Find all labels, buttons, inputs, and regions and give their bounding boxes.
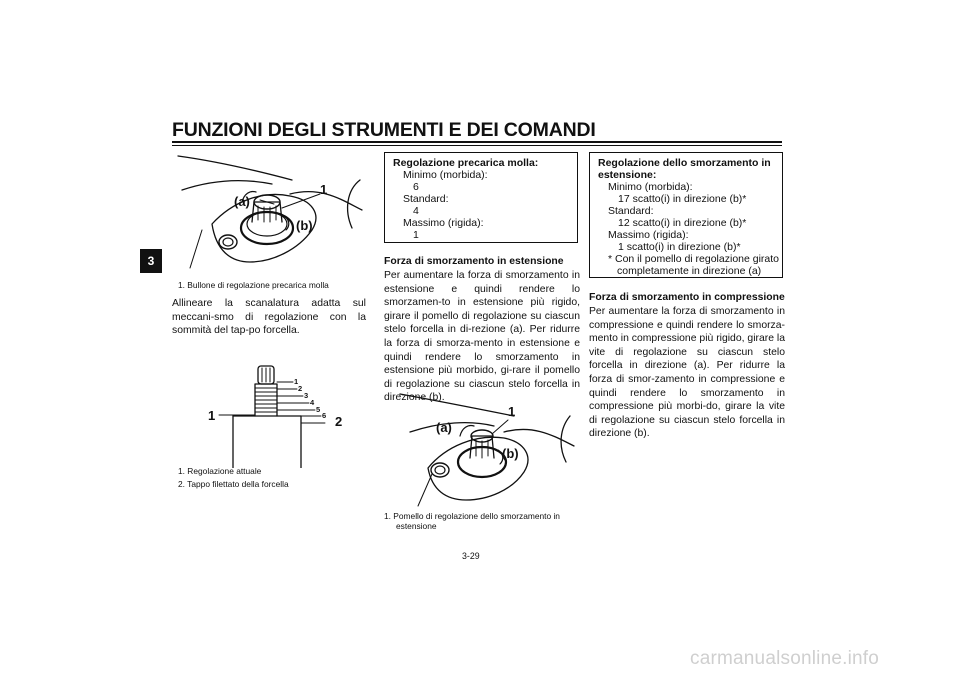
figure-rebound-damping-knob	[384, 388, 580, 508]
figure3-caption-line1: 1. Pomello di regolazione dello smorzamento in	[384, 511, 560, 521]
rebound-std-value: 12 scatto(i) in direzione (b)*	[618, 217, 747, 229]
figure1-caption: 1. Bullone di regolazione precarica molla	[178, 280, 329, 290]
figure2-caption-1: 1. Regolazione attuale	[178, 466, 262, 476]
rebound-max-label: Massimo (rigida):	[608, 229, 689, 241]
rebound-box-title-2: estensione:	[598, 169, 657, 181]
watermark: carmanualsonline.info	[690, 648, 880, 669]
spring-std-value: 4	[413, 205, 419, 217]
spring-min-value: 6	[413, 181, 419, 193]
figure3-caption-line2: estensione	[396, 521, 437, 531]
fig2-step-5: 5	[316, 405, 321, 414]
spring-preload-spec-box	[384, 152, 578, 243]
fig3-label-b: (b)	[502, 446, 519, 461]
rebound-min-value: 17 scatto(i) in direzione (b)*	[618, 193, 747, 205]
figure-fork-cap-adjuster	[205, 358, 355, 468]
rebound-box-title-1: Regolazione dello smorzamento in	[598, 157, 771, 169]
header-rule-thin	[172, 145, 782, 146]
rebound-note-line2: completamente in direzione (a)	[617, 265, 762, 277]
fig3-label-1: 1	[508, 404, 516, 419]
spring-std-label: Standard:	[403, 193, 449, 205]
fig2-label-2: 2	[335, 414, 343, 429]
fig1-label-b: (b)	[296, 218, 313, 233]
fig2-label-1: 1	[208, 408, 216, 423]
rebound-heading: Forza di smorzamento in estensione	[384, 256, 564, 267]
spring-max-value: 1	[413, 229, 419, 241]
fig3-label-a: (a)	[436, 420, 452, 435]
paragraph-align-groove: Allineare la scanalatura adatta sul meccani-smo di regolazione con la sommità del tap-po forcella.	[172, 298, 366, 337]
spring-max-label: Massimo (rigida):	[403, 217, 484, 229]
page-number: 3-29	[462, 551, 480, 561]
rebound-max-value: 1 scatto(i) in direzione (b)*	[618, 241, 741, 253]
fig2-step-3: 3	[304, 391, 309, 400]
fig2-step-1: 1	[294, 377, 299, 386]
figure2-caption-2: 2. Tappo filettato della forcella	[178, 479, 289, 489]
fig2-step-4: 4	[310, 398, 315, 407]
chapter-tab: 3	[140, 249, 162, 273]
fig2-step-6: 6	[322, 411, 327, 420]
rebound-damping-spec-box	[589, 152, 783, 278]
rebound-std-label: Standard:	[608, 205, 654, 217]
header-rule	[172, 141, 782, 143]
rebound-min-label: Minimo (morbida):	[608, 181, 693, 193]
fig1-label-1: 1	[320, 182, 328, 197]
spring-min-label: Minimo (morbida):	[403, 169, 488, 181]
compression-text: Per aumentare la forza di smorzamento in compressione e quindi rendere lo smorza-mento in compressione più rigido, girare la vite di regolazione su ciascun stelo forcella in direzione (a). Per ridurre la forza di smor-zamento in compressione e quindi rendere lo smorzamento in compressione più morbi-do, girare la vite di regolazione su ciascun stelo forcella in direzione (b).	[589, 306, 785, 440]
compression-heading: Forza di smorzamento in compressione	[589, 292, 785, 303]
fig1-label-a: (a)	[234, 194, 250, 209]
page-title: FUNZIONI DEGLI STRUMENTI E DEI COMANDI	[172, 119, 596, 141]
fig2-step-2: 2	[298, 384, 303, 393]
rebound-note-line1: * Con il pomello di regolazione girato	[608, 253, 780, 265]
spring-box-title: Regolazione precarica molla:	[393, 157, 539, 169]
figure-spring-preload-bolt	[172, 150, 372, 278]
rebound-text: Per aumentare la forza di smorzamento in estensione e quindi rendere lo smorzamen-to in estensione più rigido, girare il pomello di regolazione su ciascun stelo forcella in di-rezione (a). Per ridurre la forza di smorza-mento in estensione e quindi rendere lo smorzamento in estensione più morbido, gi-rare il pomello di regolazione su ciascun stelo forcella in direzione (b).	[384, 270, 580, 404]
fig2-step-labels	[294, 377, 326, 420]
